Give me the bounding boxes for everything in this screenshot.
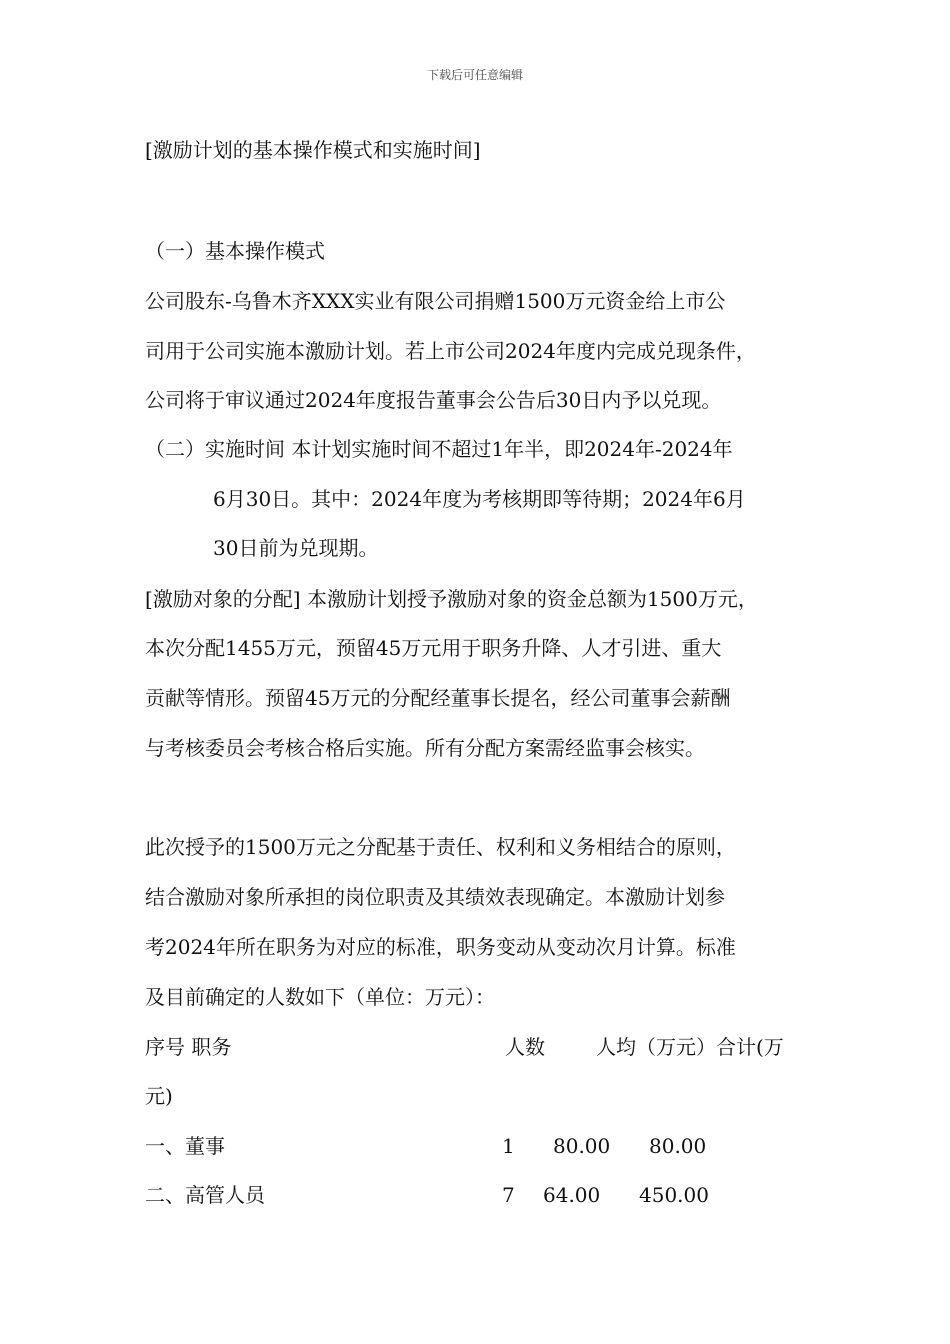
table-cell-role: 二、高管人员 bbox=[145, 1183, 265, 1207]
paragraph-line: [激励对象的分配] 本激励计划授予激励对象的资金总额为1500万元， bbox=[145, 587, 758, 611]
paragraph-line: 结合激励对象所承担的岗位职责及其绩效表现确定。本激励计划参 bbox=[145, 885, 725, 909]
table-header-count: 人数 bbox=[505, 1035, 545, 1059]
paragraph-line: 考2024年所在职务为对应的标准，职务变动从变动次月计算。标准 bbox=[145, 935, 736, 959]
table-header-index-role: 序号 职务 bbox=[145, 1035, 232, 1059]
section2-heading: （二）实施时间 本计划实施时间不超过1年半，即2024年-2024年 bbox=[145, 437, 733, 461]
paragraph-line: 30日前为兑现期。 bbox=[213, 536, 379, 560]
page-header: 下载后可任意编辑 bbox=[426, 68, 523, 82]
paragraph-line: 与考核委员会考核合格后实施。所有分配方案需经监事会核实。 bbox=[145, 736, 705, 760]
table-cell-per-capita: 64.00 bbox=[543, 1183, 601, 1207]
table-header-per-capita-total: 人均（万元）合计(万 bbox=[596, 1035, 784, 1059]
paragraph-line: 公司股东-乌鲁木齐XXX实业有限公司捐赠1500万元资金给上市公 bbox=[145, 289, 726, 313]
table-cell-total: 80.00 bbox=[649, 1134, 707, 1158]
paragraph-line: 司用于公司实施本激励计划。若上市公司2024年度内完成兑现条件， bbox=[145, 339, 756, 363]
paragraph-line: 公司将于审议通过2024年度报告董事会公告后30日内予以兑现。 bbox=[145, 388, 722, 412]
table-header-wrap: 元) bbox=[145, 1084, 173, 1108]
paragraph-line: 此次授予的1500万元之分配基于责任、权利和义务相结合的原则， bbox=[145, 835, 736, 859]
title: [激励计划的基本操作模式和实施时间] bbox=[145, 138, 481, 162]
table-cell-role: 一、董事 bbox=[145, 1134, 225, 1158]
table-cell-total: 450.00 bbox=[639, 1183, 709, 1207]
paragraph-line: 贡献等情形。预留45万元的分配经董事长提名，经公司董事会薪酬 bbox=[145, 686, 731, 710]
table-cell-count: 1 bbox=[502, 1134, 515, 1158]
paragraph-line: 本次分配1455万元，预留45万元用于职务升降、人才引进、重大 bbox=[145, 636, 722, 660]
section1-heading: （一）基本操作模式 bbox=[145, 239, 325, 263]
paragraph-line: 6月30日。其中：2024年度为考核期即等待期；2024年6月 bbox=[213, 487, 746, 511]
table-cell-per-capita: 80.00 bbox=[553, 1134, 611, 1158]
paragraph-line: 及目前确定的人数如下（单位：万元）： bbox=[145, 985, 495, 1009]
table-cell-count: 7 bbox=[502, 1183, 515, 1207]
